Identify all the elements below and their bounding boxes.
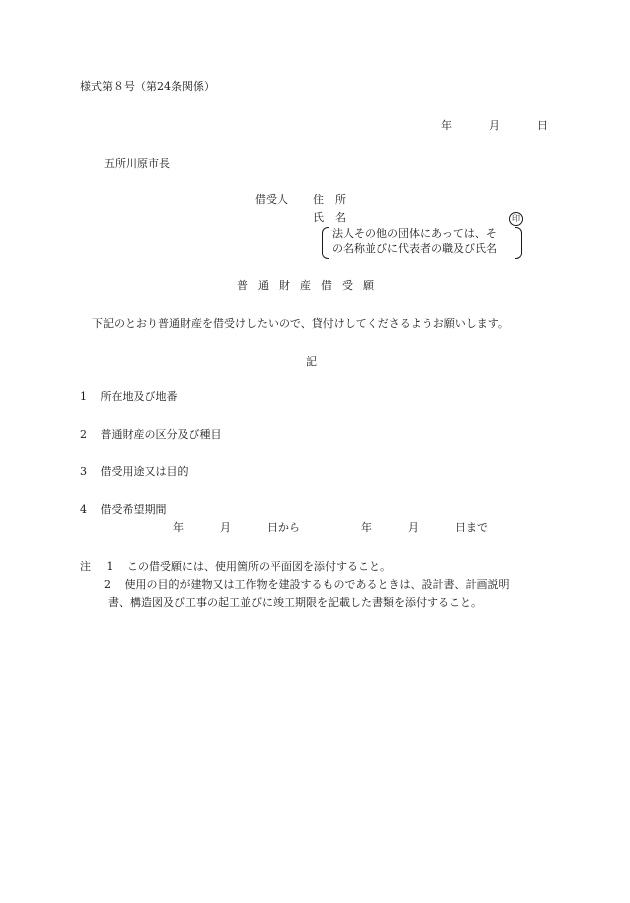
item-number: 4 bbox=[80, 503, 87, 516]
seal-icon: 印 bbox=[509, 212, 523, 226]
item-label: 所在地及び地番 bbox=[100, 390, 178, 403]
document-title: 普通財産借受願 bbox=[237, 279, 384, 292]
name-label: 氏 名 bbox=[313, 211, 346, 224]
item-label: 借受用途又は目的 bbox=[100, 465, 189, 478]
period-from-year: 年 bbox=[173, 521, 184, 534]
item-label: 借受希望期間 bbox=[100, 503, 167, 516]
form-number: 様式第８号（第24条関係） bbox=[80, 80, 215, 93]
item-number: 3 bbox=[80, 465, 87, 478]
address-label: 住 所 bbox=[313, 193, 346, 206]
corp-note-line2: の名称並びに代表者の職及び氏名 bbox=[332, 242, 497, 255]
item-number: 2 bbox=[80, 428, 87, 441]
note-text: この借受願には、使用箇所の平面図を添付すること。 bbox=[127, 560, 391, 573]
item-4 bbox=[80, 503, 167, 517]
bracket-left bbox=[322, 227, 329, 259]
ki-marker: 記 bbox=[306, 355, 317, 368]
addressee: 五所川原市長 bbox=[104, 157, 170, 170]
period-to-day: 日まで bbox=[455, 521, 488, 534]
corporate-note-bracket bbox=[322, 227, 522, 257]
note-number: 1 bbox=[106, 560, 114, 573]
item-number: 1 bbox=[80, 390, 87, 403]
seal-mark bbox=[509, 211, 523, 226]
note-text: 使用の目的が建物又は工作物を建設するものであるときは、設計書、計画説明 bbox=[124, 578, 510, 591]
corp-note-line1: 法人その他の団体にあっては、そ bbox=[332, 227, 497, 240]
date-year: 年 bbox=[441, 119, 452, 132]
period-from-day: 日から bbox=[267, 521, 300, 534]
item-2 bbox=[80, 428, 222, 442]
note-prefix: 注 bbox=[80, 560, 91, 573]
item-3 bbox=[80, 465, 189, 479]
note-number: 2 bbox=[104, 578, 111, 591]
period-from-month: 月 bbox=[220, 521, 231, 534]
period-to-year: 年 bbox=[361, 521, 372, 534]
period-to-month: 月 bbox=[408, 521, 419, 534]
item-label: 普通財産の区分及び種目 bbox=[100, 428, 222, 441]
note-1 bbox=[80, 560, 391, 574]
body-text: 下記のとおり普通財産を借受けしたいので、貸付けしてくださるようお願いします。 bbox=[92, 317, 509, 330]
bracket-right bbox=[515, 227, 522, 259]
item-1 bbox=[80, 390, 178, 404]
date-month: 月 bbox=[489, 119, 500, 132]
date-day: 日 bbox=[537, 119, 548, 132]
note-2-line2: 書、構造図及び工事の起工並びに竣工期限を記載した書類を添付すること。 bbox=[108, 596, 482, 609]
note-2-line1 bbox=[104, 578, 510, 592]
borrower-label: 借受人 bbox=[255, 193, 288, 206]
